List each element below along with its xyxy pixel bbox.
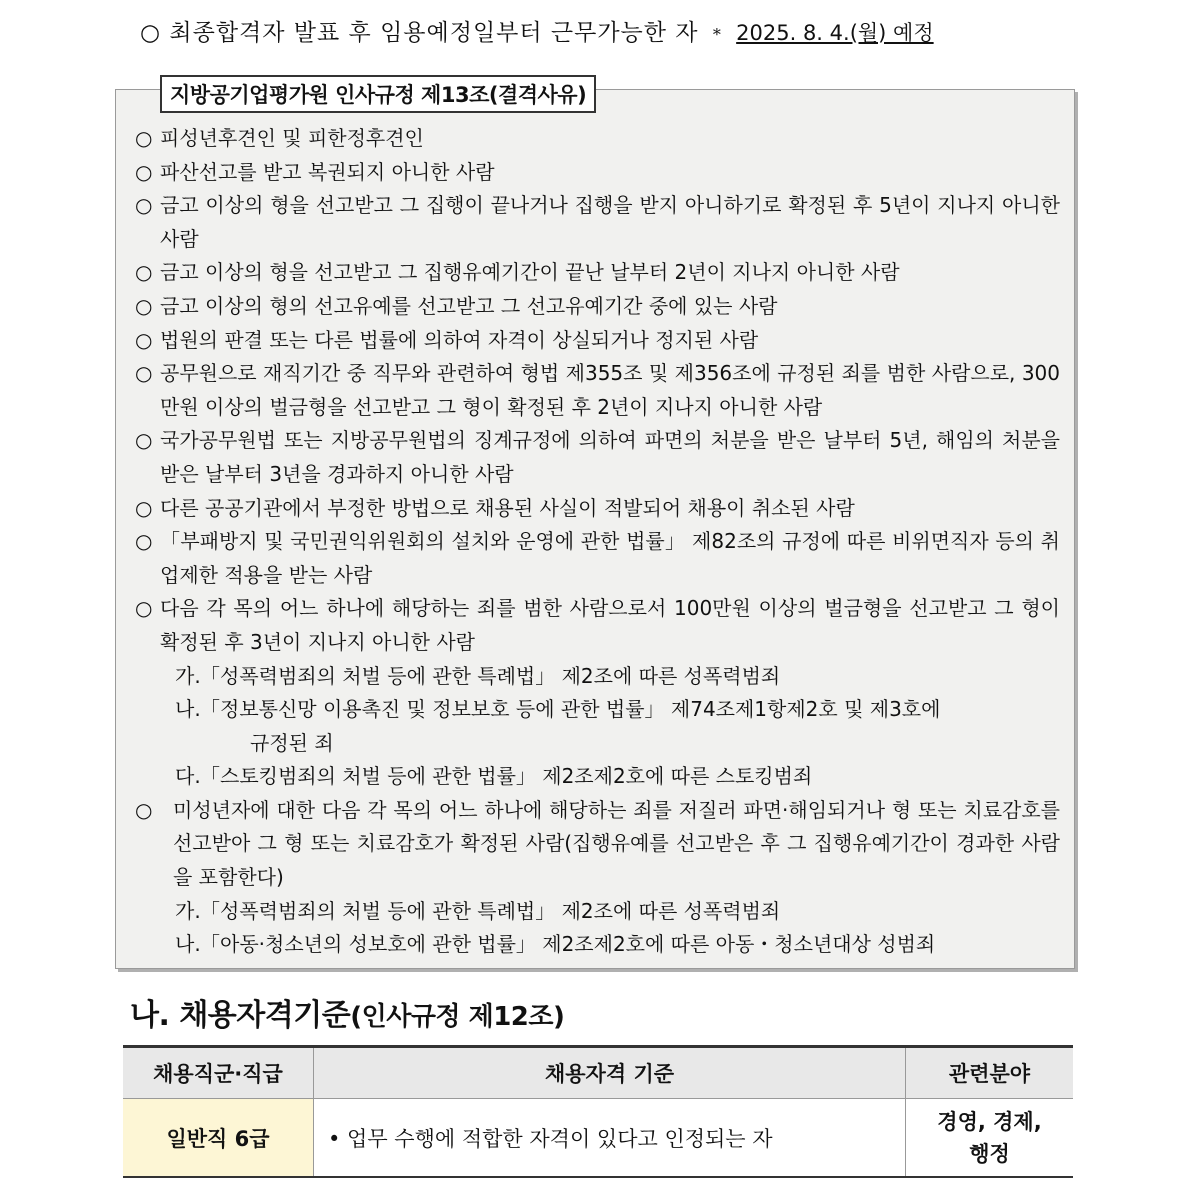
sub-list-item-text: 「정보통신망 이용촉진 및 정보보호 등에 관한 법률」 제74조제1항제2호 및 제3호에 (200, 697, 941, 722)
cell-field-line1: 경영, 경제, (937, 1109, 1042, 1134)
list-item (135, 189, 1060, 256)
sub-list-item-text-wrap (200, 693, 1060, 760)
list-item-marker: ○ (135, 126, 153, 150)
list-item-marker: ○ (135, 260, 153, 285)
list-item (135, 122, 1060, 156)
list-item (135, 290, 1060, 324)
top-note-star: * (712, 25, 722, 44)
sub-list-item-marker: 가. (175, 663, 201, 688)
qualification-table (123, 1045, 1073, 1178)
sub-list-item-text: 「아동·청소년의 성보호에 관한 법률」 제2조제2호에 따른 아동・청소년대상 성범죄 (200, 932, 936, 957)
header-field: 관련분야 (906, 1047, 1074, 1099)
list-item (135, 324, 1060, 358)
list-item (135, 424, 1060, 491)
cell-qualification: • 업무 수행에 적합한 자격이 있다고 인정되는 자 (314, 1099, 906, 1178)
list-item (135, 492, 1060, 526)
list-item-text: 파산선고를 받고 복권되지 아니한 사람 (160, 159, 495, 184)
list-item-marker: ○ (135, 495, 153, 520)
list-item (135, 525, 1060, 592)
cell-field-line2: 행정 (969, 1141, 1010, 1166)
list-item-text: 금고 이상의 형을 선고받고 그 집행이 끝나거나 집행을 받지 아니하기로 확정된 후 5년이 지나지 아니한 사람 (160, 193, 1060, 251)
list-item (135, 256, 1060, 290)
disqualification-list (135, 122, 1060, 962)
list-item-text: 국가공무원법 또는 지방공무원법의 징계규정에 의하여 파면의 처분을 받은 날부터 5년, 해임의 처분을 받은 날부터 3년을 경과하지 아니한 사람 (160, 428, 1060, 486)
list-item (135, 357, 1060, 424)
sub-list-item-marker: 가. (175, 898, 201, 923)
list-item-marker: ○ (135, 428, 153, 453)
list-item (135, 592, 1060, 659)
sub-list-item-text-wrap (200, 760, 1060, 794)
section-title-sub: (인사규정 제12조) (350, 1002, 565, 1032)
top-note (140, 14, 1100, 47)
list-item-marker: ○ (135, 529, 153, 554)
sub-list-item-text: 「성폭력범죄의 처벌 등에 관한 특례법」 제2조에 따른 성폭력범죄 (200, 663, 781, 688)
list-item-text: 다음 각 목의 어느 하나에 해당하는 죄를 범한 사람으로서 100만원 이상의 벌금형을 선고받고 그 형이 확정된 후 3년이 지나지 아니한 사람 (160, 596, 1060, 654)
top-note-bullet: ○ (140, 20, 162, 46)
list-item-marker: ○ (135, 193, 153, 218)
sub-list-item (135, 895, 1060, 929)
top-note-text: 최종합격자 발표 후 임용예정일부터 근무가능한 자 (169, 20, 699, 46)
sub-list-item-text-wrap (200, 928, 1060, 962)
list-item-text: 「부패방지 및 국민권익위원회의 설치와 운영에 관한 법률」 제82조의 규정에 따른 비위면직자 등의 취업제한 적용을 받는 사람 (160, 529, 1060, 587)
sub-list-item-text-wrap (200, 895, 1060, 929)
list-item-marker: ○ (135, 327, 153, 352)
list-item-marker: ○ (135, 159, 153, 184)
list-item-marker: ○ (135, 361, 153, 386)
header-qualification: 채용자격 기준 (314, 1047, 906, 1099)
sub-list-item (135, 660, 1060, 694)
sub-list-item (135, 760, 1060, 794)
section-title-main: 나. 채용자격기준 (130, 998, 351, 1033)
sub-list-item-continuation: 규정된 죄 (250, 730, 334, 755)
list-item-text: 법원의 판결 또는 다른 법률에 의하여 자격이 상실되거나 정지된 사람 (160, 327, 759, 352)
sub-list-item (135, 928, 1060, 962)
sub-list-item-marker: 나. (175, 697, 201, 722)
list-item-text: 금고 이상의 형의 선고유예를 선고받고 그 선고유예기간 중에 있는 사람 (160, 293, 778, 318)
list-item-text: 피성년후견인 및 피한정후견인 (160, 126, 424, 150)
cell-grade: 일반직 6급 (123, 1099, 314, 1178)
list-item-text: 금고 이상의 형을 선고받고 그 집행유예기간이 끝난 날부터 2년이 지나지 아니한 사람 (160, 260, 900, 285)
list-item-text: 공무원으로 재직기간 중 직무와 관련하여 형법 제355조 및 제356조에 규정된 죄를 범한 사람으로, 300만원 이상의 벌금형을 선고받고 그 형이 확정된 후 2년이 지나지 아니한 사람 (160, 361, 1060, 419)
header-grade: 채용직군·직급 (123, 1047, 314, 1099)
sub-list-item (135, 693, 1060, 760)
sub-list-item-text: 「성폭력범죄의 처벌 등에 관한 특례법」 제2조에 따른 성폭력범죄 (200, 898, 781, 923)
list-item-text: 다른 공공기관에서 부정한 방법으로 채용된 사실이 적발되어 채용이 취소된 사람 (160, 495, 855, 520)
table-row (123, 1099, 1073, 1178)
list-item-marker: ○ (135, 596, 153, 621)
list-item (135, 156, 1060, 190)
sub-list-item-text-wrap (200, 660, 1060, 694)
list-item-minor (135, 794, 1060, 895)
cell-field (906, 1099, 1074, 1178)
table-header-row (123, 1047, 1073, 1099)
sub-list-item-marker: 다. (175, 764, 201, 789)
sub-list-item-text: 「스토킹범죄의 처벌 등에 관한 법률」 제2조제2호에 따른 스토킹범죄 (200, 764, 813, 789)
disqualification-box-label: 지방공기업평가원 인사규정 제13조(결격사유) (160, 75, 596, 113)
sub-list-item-marker: 나. (175, 932, 201, 957)
list-item-marker: ○ (135, 797, 153, 822)
list-item-marker: ○ (135, 293, 153, 318)
top-note-date: 2025. 8. 4.(월) 예정 (736, 21, 934, 45)
list-item-text: 미성년자에 대한 다음 각 목의 어느 하나에 해당하는 죄를 저질러 파면·해임되거나 형 또는 치료감호를 선고받아 그 형 또는 치료감호가 확정된 사람(집행유예를 선고받은 후 그 집행유예기간이 경과한 사람을 포함한다) (173, 797, 1060, 890)
section-title (130, 990, 564, 1034)
